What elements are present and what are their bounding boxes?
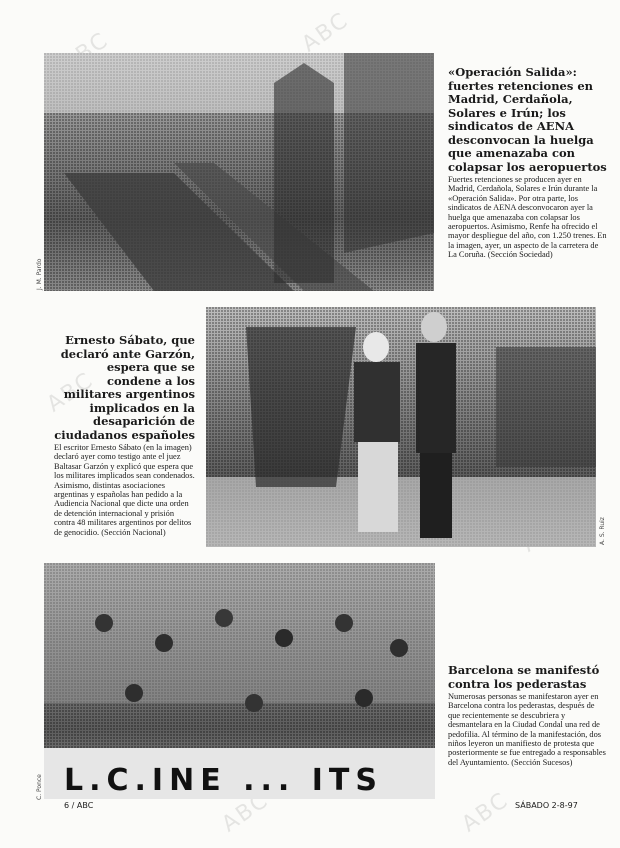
body-text: Numerosas personas se manifestaron ayer en Barcelona contra los pederastas, después de que recientemente se descubriera y desmantelara en la Ciudad Condal una red de pedofilia. Al término de la manifestación, dos niños leyeron un manifiesto de protesta que posteriormente se fue entregado a responsables del Ayuntamiento. (Sección Sucesos) — [448, 692, 606, 767]
issue-date: SÁBADO 2-8-97 — [515, 801, 578, 810]
page-number: 6 / ABC — [64, 801, 94, 810]
traffic-photo — [44, 53, 434, 291]
body-text: El escritor Ernesto Sábato (en la imagen) declaró ayer como testigo ante el juez Baltasar Garzón y explicó que espera que los militares implicados sean condenados. Asimismo, distintas asociaciones argentinas y españolas han pedido a la Audiencia Nacional que dicte una orden de detención internacional y prisión contra 48 militares argentinos por delitos de genocidio. (Sección Nacional) — [54, 443, 195, 537]
sabato-photo — [206, 307, 596, 547]
photo-credit: C. Ponce — [36, 774, 43, 800]
sabato-photo-scene — [206, 307, 596, 547]
headline: Ernesto Sábato, que declaró ante Garzón, espera que se condene a los militares argentinos implicados en la desaparición de ciudadanos españoles — [54, 333, 195, 442]
watermark: ABC — [297, 7, 354, 58]
protest-photo — [44, 563, 435, 799]
photo-credit: A. S. Ruiz — [599, 517, 606, 545]
headline: «Operación Salida»: fuertes retenciones en Madrid, Cerdañola, Solares e Irún; los sindicatos de AENA desconvocan la huelga que amenazaba con colapsar los aeropuertos — [448, 65, 607, 174]
watermark: ABC — [42, 367, 99, 418]
watermark: ABC — [217, 787, 274, 838]
story-barcelona — [448, 664, 608, 767]
photo-credit: J. M. Pardo — [36, 258, 43, 290]
body-text: Fuertes retenciones se producen ayer en Madrid, Cerdañola, Solares e Irún durante la «Operación Salida». Por otra parte, los sindicatos de AENA desconvocaron ayer la huelga que amenazaba con colapsar los aeropuertos. Asimismo, Renfe ha ofrecido el mayor despliegue del año, con 1.250 trenes. En la imagen, ayer, un aspecto de la carretera de La Coruña. (Sección Sociedad) — [448, 175, 607, 260]
protest-banner-text: L.C.INE ... ITS — [64, 763, 383, 798]
watermark: ABC — [457, 787, 514, 838]
story-operacion-salida — [448, 66, 608, 260]
story-ernesto-sabato — [54, 334, 195, 537]
traffic-photo-scene — [44, 53, 434, 291]
headline: Barcelona se manifestó contra los pederastas — [448, 663, 600, 691]
